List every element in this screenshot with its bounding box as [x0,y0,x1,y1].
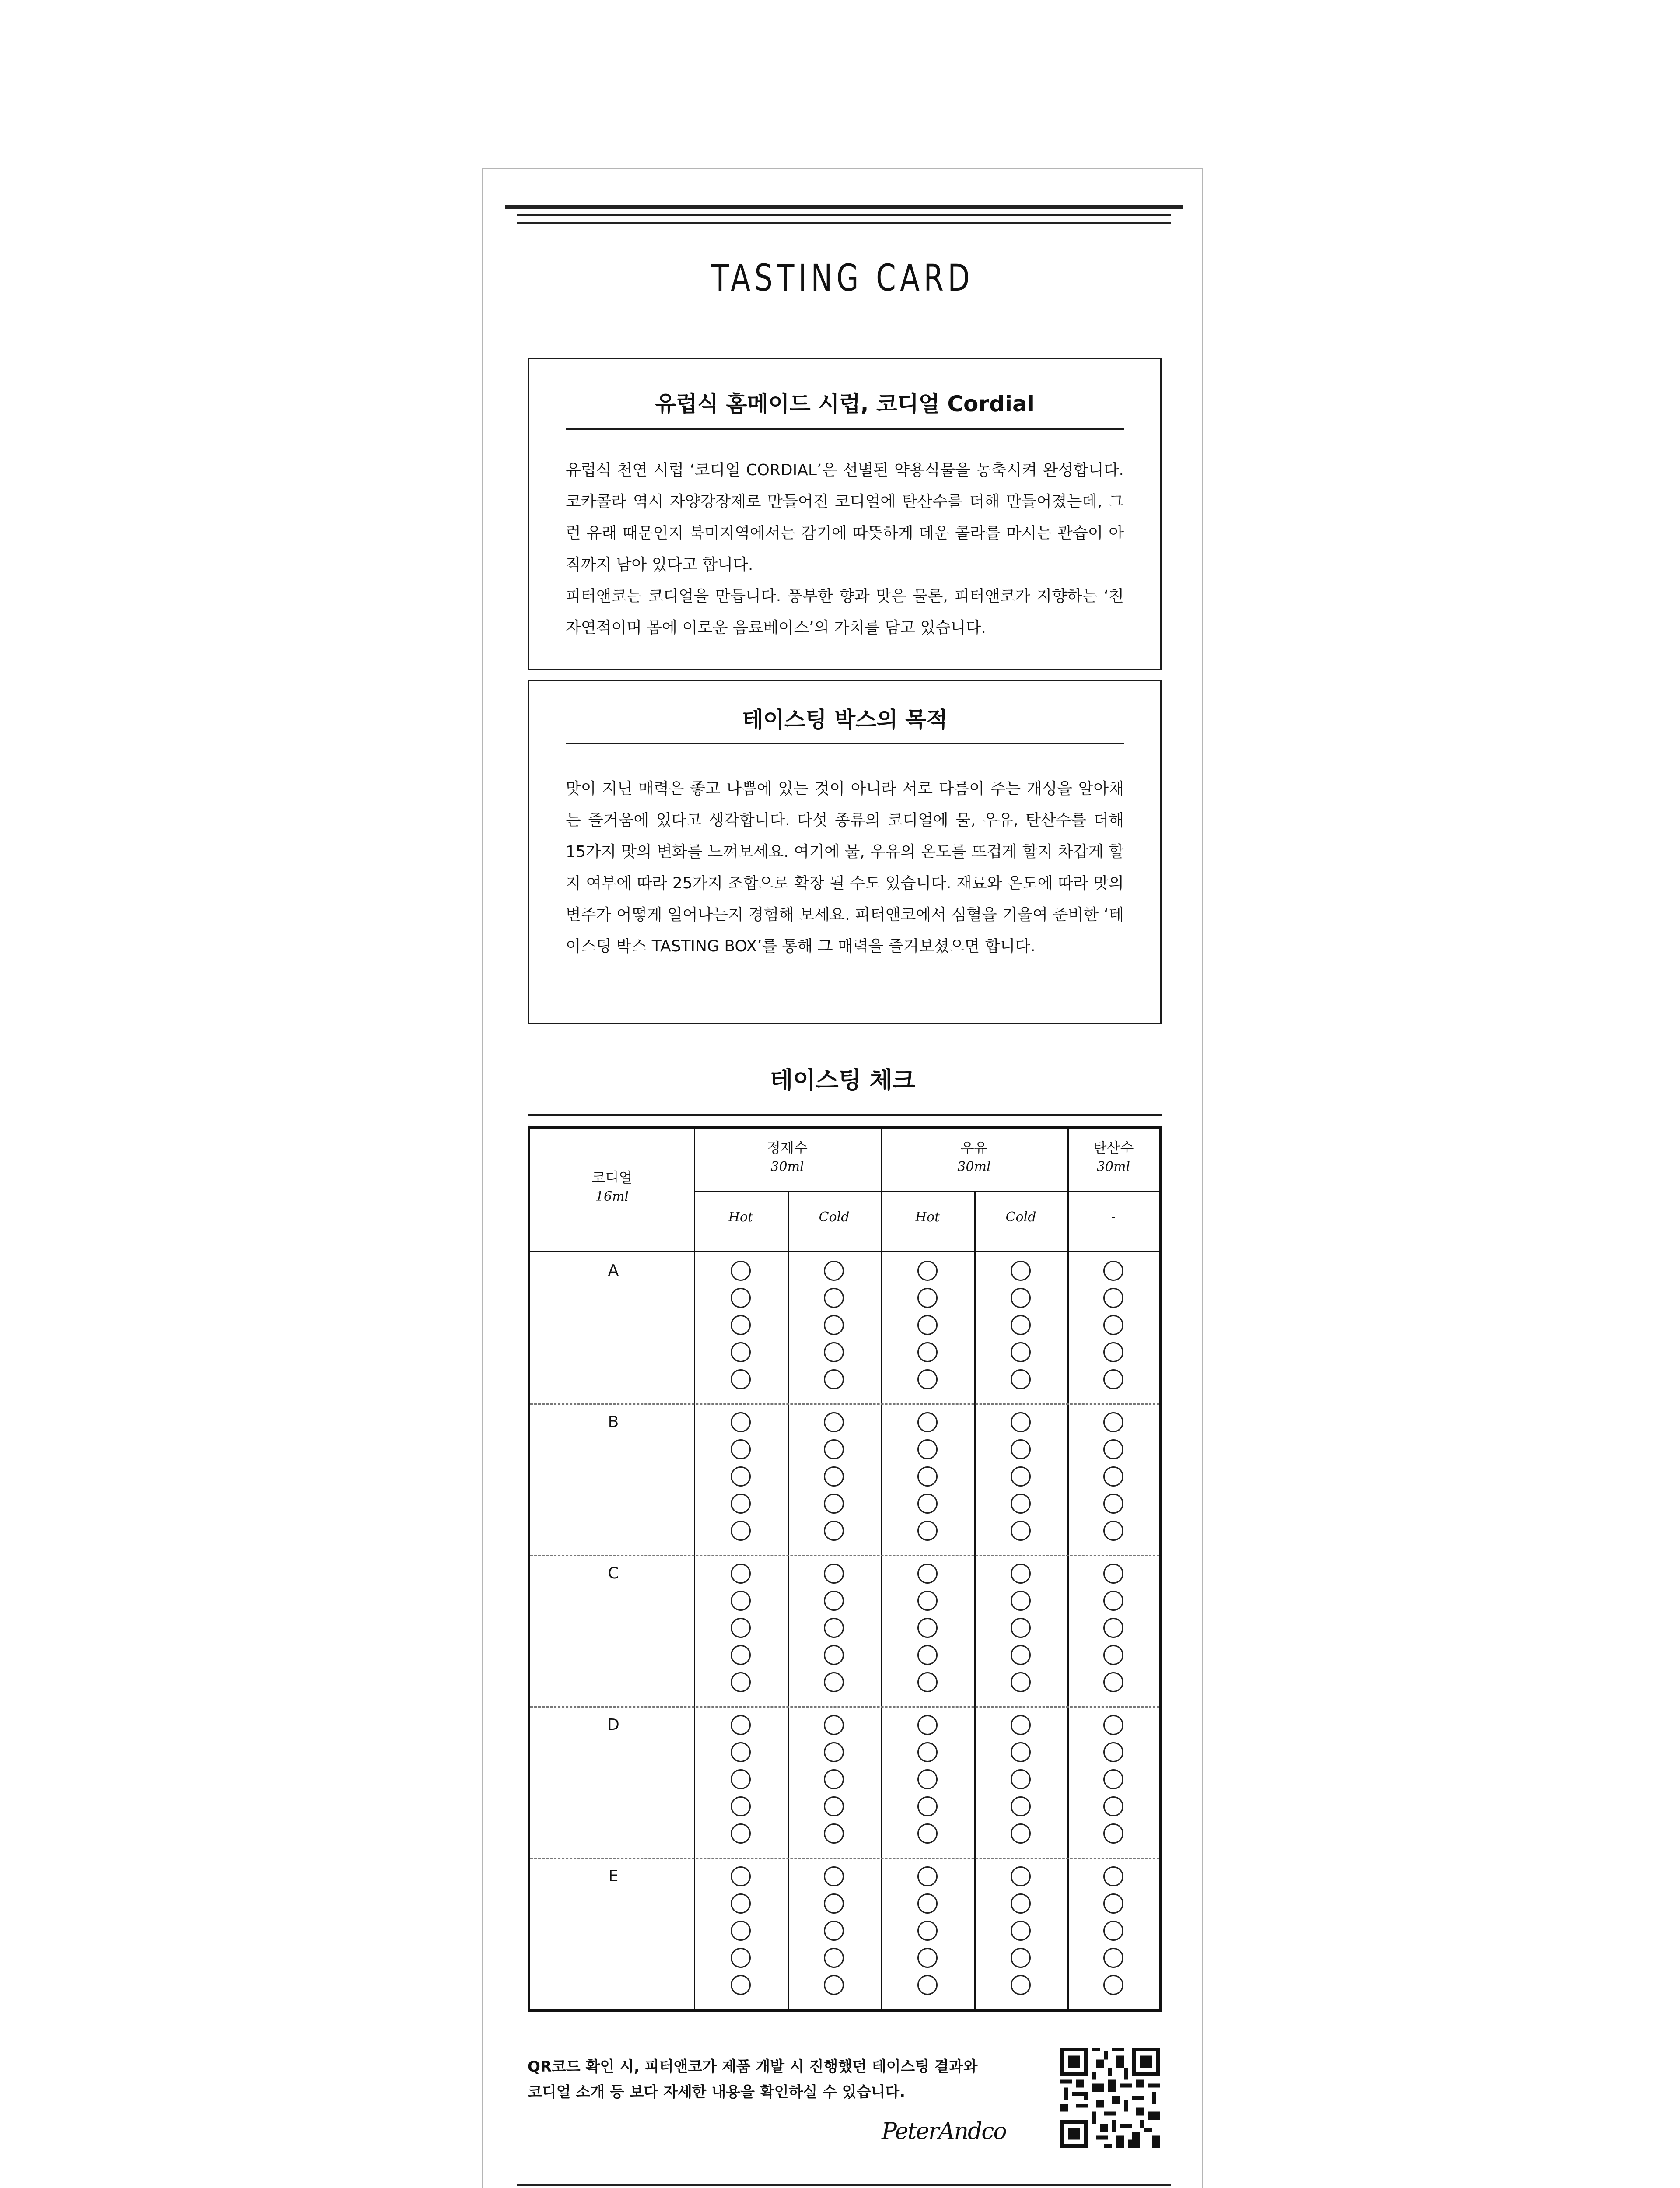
check-circle[interactable] [824,1618,844,1638]
check-circle[interactable] [731,1672,751,1692]
check-circle[interactable] [731,1369,751,1389]
check-circle[interactable] [1103,1975,1124,1995]
check-circle[interactable] [824,1866,844,1886]
check-circle[interactable] [917,1618,938,1638]
group-header-milk [881,1138,1068,1177]
check-circle[interactable] [731,1769,751,1789]
subheader-water-hot: Hot [728,1210,753,1225]
check-circle[interactable] [1011,1412,1031,1432]
check-circle[interactable] [824,1715,844,1735]
check-circle[interactable] [917,1672,938,1692]
check-circle[interactable] [1011,1742,1031,1762]
check-circle[interactable] [731,1494,751,1514]
intro-body [566,455,1124,644]
intro-paragraph-1: 유럽식 천연 시럽 ‘코디얼 CORDIAL’은 선별된 약용식물을 농축시켜 완성합니다. 코카콜라 역시 자양강장제로 만들어진 코디얼에 탄산수를 더해 만들어졌는데, 그런 유래 때문인지 북미지역에서는 감기에 따뜻하게 데운 콜라를 마시는 관습이 아직까지 남아 있다고 합니다. [566,461,1124,574]
group-amount: 30ml [957,1159,991,1175]
check-circle[interactable] [1103,1645,1124,1665]
check-circle[interactable] [824,1315,844,1335]
tasting-check-title: 테이스팅 체크 [770,1066,915,1094]
check-circle[interactable] [1103,1591,1124,1611]
check-circle[interactable] [824,1742,844,1762]
check-circle[interactable] [917,1742,938,1762]
check-circle[interactable] [1011,1618,1031,1638]
check-circle[interactable] [731,1823,751,1844]
check-circle[interactable] [731,1866,751,1886]
check-circle[interactable] [1011,1975,1031,1995]
qr-text-line-1: QR코드 확인 시, 피터앤코가 제품 개발 시 진행했던 테이스팅 결과와 [528,2058,978,2076]
cordial-row-label: E [608,1867,619,1885]
page-title: TASTING CARD [711,256,974,299]
qr-text-line-2: 코디얼 소개 등 보다 자세한 내용을 확인하실 수 있습니다. [528,2083,906,2101]
check-circle[interactable] [1011,1288,1031,1308]
row-separator [530,1403,1159,1405]
check-circle[interactable] [824,1564,844,1584]
check-circle[interactable] [1011,1715,1031,1735]
subheader-water-cold: Cold [819,1210,850,1225]
check-circle[interactable] [917,1645,938,1665]
check-circle[interactable] [917,1412,938,1432]
check-circle[interactable] [731,1342,751,1362]
check-circle[interactable] [824,1288,844,1308]
check-circle[interactable] [731,1645,751,1665]
check-circle[interactable] [1011,1439,1031,1459]
tasting-card [482,168,1203,2188]
tasting-check-table [528,1126,1162,2012]
row-separator [530,1858,1159,1859]
cordial-row-label: D [607,1716,620,1734]
check-circle[interactable] [731,1796,751,1816]
qr-code[interactable] [1060,2048,1160,2148]
check-circle[interactable] [1103,1564,1124,1584]
check-circle[interactable] [731,1742,751,1762]
check-circle[interactable] [824,1796,844,1816]
check-circle[interactable] [1103,1823,1124,1844]
check-circle[interactable] [824,1521,844,1541]
peterandco-logo: PeterAndco [882,2118,1006,2145]
check-circle[interactable] [1103,1742,1124,1762]
check-circle[interactable] [731,1975,751,1995]
check-circle[interactable] [1011,1948,1031,1968]
purpose-divider [566,743,1124,744]
check-circle[interactable] [731,1521,751,1541]
check-circle[interactable] [1103,1466,1124,1487]
check-circle[interactable] [1103,1342,1124,1362]
group-name: 우유 [960,1140,988,1156]
check-circle[interactable] [1011,1893,1031,1914]
check-circle[interactable] [917,1288,938,1308]
check-circle[interactable] [1011,1823,1031,1844]
check-circle[interactable] [731,1261,751,1281]
check-circle[interactable] [1011,1466,1031,1487]
check-circle[interactable] [824,1921,844,1941]
check-circle[interactable] [824,1342,844,1362]
check-circle[interactable] [1103,1521,1124,1541]
group-header-sparkling [1068,1138,1159,1177]
check-circle[interactable] [731,1893,751,1914]
check-circle[interactable] [1011,1494,1031,1514]
purpose-paragraph: 맛이 지닌 매력은 좋고 나쁨에 있는 것이 아니라 서로 다름이 주는 개성을 알아채는 즐거움에 있다고 생각합니다. 다섯 종류의 코디얼에 물, 우유, 탄산수를 더해 15가지 맛의 변화를 느껴보세요. 여기에 물, 우유의 온도를 뜨겁게 할지 차갑게 할지 여부에 따라 25가지 조합으로 확장 될 수도 있습니다. 재료와 온도에 따라 맛의 변주가 어떻게 일어나는지 경험해 보세요. 피터앤코에서 심혈을 기울여 준비한 ‘테이스팅 박스 TASTING BOX’를 통해 그 매력을 즐겨보셨으면 합니다. [566,780,1124,955]
check-circle[interactable] [824,1948,844,1968]
check-circle[interactable] [1011,1796,1031,1816]
check-circle[interactable] [1103,1315,1124,1335]
check-circle[interactable] [1103,1439,1124,1459]
row-separator [530,1706,1159,1708]
check-circle[interactable] [917,1921,938,1941]
check-circle[interactable] [1103,1369,1124,1389]
check-circle[interactable] [824,1494,844,1514]
group-amount: 30ml [1096,1159,1130,1175]
check-circle[interactable] [824,1975,844,1995]
check-circle[interactable] [917,1796,938,1816]
tasting-check-divider [528,1114,1162,1116]
check-circle[interactable] [917,1591,938,1611]
check-circle[interactable] [731,1466,751,1487]
check-circle[interactable] [824,1261,844,1281]
check-circle[interactable] [917,1975,938,1995]
subheader-milk-cold: Cold [1005,1210,1036,1225]
check-circle[interactable] [1011,1342,1031,1362]
check-circle[interactable] [824,1412,844,1432]
check-circle[interactable] [731,1412,751,1432]
check-circle[interactable] [1011,1564,1031,1584]
purpose-body [566,773,1124,962]
intro-heading: 유럽식 홈메이드 시럽, 코디얼 Cordial [655,391,1035,417]
cordial-amount: 16ml [595,1189,629,1204]
check-circle[interactable] [917,1466,938,1487]
check-circle[interactable] [1011,1921,1031,1941]
qr-description [528,2054,1053,2105]
check-circle[interactable] [824,1466,844,1487]
group-name: 탄산수 [1093,1140,1134,1156]
check-circle[interactable] [1011,1261,1031,1281]
check-circle[interactable] [917,1948,938,1968]
check-circle[interactable] [731,1439,751,1459]
check-circle[interactable] [917,1315,938,1335]
check-circle[interactable] [917,1342,938,1362]
check-circle[interactable] [917,1564,938,1584]
check-circle[interactable] [917,1369,938,1389]
check-circle[interactable] [1011,1591,1031,1611]
check-circle[interactable] [917,1261,938,1281]
check-circle[interactable] [917,1769,938,1789]
check-circle[interactable] [731,1315,751,1335]
check-circle[interactable] [1103,1494,1124,1514]
check-circle[interactable] [824,1672,844,1692]
check-circle[interactable] [824,1645,844,1665]
check-circle[interactable] [1103,1866,1124,1886]
check-circle[interactable] [731,1288,751,1308]
intro-divider [566,428,1124,430]
check-circle[interactable] [917,1494,938,1514]
check-circle[interactable] [824,1369,844,1389]
cordial-row-label: B [608,1413,619,1431]
check-circle[interactable] [917,1866,938,1886]
group-header-water [694,1138,881,1177]
check-circle[interactable] [731,1591,751,1611]
check-circle[interactable] [1011,1315,1031,1335]
check-circle[interactable] [1103,1893,1124,1914]
cordial-header [530,1168,694,1206]
check-circle[interactable] [1103,1412,1124,1432]
check-circle[interactable] [1011,1866,1031,1886]
check-circle[interactable] [731,1715,751,1735]
check-circle[interactable] [1011,1769,1031,1789]
check-circle[interactable] [731,1921,751,1941]
group-amount: 30ml [770,1159,804,1175]
check-circle[interactable] [1103,1288,1124,1308]
check-circle[interactable] [917,1439,938,1459]
check-circle[interactable] [1103,1672,1124,1692]
check-circle[interactable] [731,1564,751,1584]
check-circle[interactable] [731,1948,751,1968]
check-circle[interactable] [917,1893,938,1914]
check-circle[interactable] [824,1823,844,1844]
check-circle[interactable] [917,1521,938,1541]
check-circle[interactable] [917,1823,938,1844]
group-name: 정제수 [767,1140,808,1156]
subheader-sparkling: - [1111,1210,1116,1225]
check-circle[interactable] [824,1591,844,1611]
check-circle[interactable] [824,1893,844,1914]
cordial-row-label: C [608,1564,619,1582]
check-circle[interactable] [1103,1769,1124,1789]
check-circle[interactable] [917,1715,938,1735]
check-circle[interactable] [1103,1618,1124,1638]
cordial-row-label: A [608,1262,619,1280]
check-circle[interactable] [824,1439,844,1459]
intro-box [528,358,1162,670]
subheader-milk-hot: Hot [915,1210,940,1225]
check-circle[interactable] [1103,1921,1124,1941]
check-circle[interactable] [1011,1369,1031,1389]
check-circle[interactable] [1103,1715,1124,1735]
row-separator [530,1555,1159,1556]
check-circle[interactable] [1011,1645,1031,1665]
purpose-heading: 테이스팅 박스의 목적 [742,707,948,733]
intro-paragraph-2: 피터앤코는 코디얼을 만듭니다. 풍부한 향과 맛은 물론, 피터앤코가 지향하는 ‘친자연적이며 몸에 이로운 음료베이스’의 가치를 담고 있습니다. [566,587,1124,637]
check-circle[interactable] [1011,1521,1031,1541]
check-circle[interactable] [1103,1796,1124,1816]
check-circle[interactable] [1103,1948,1124,1968]
check-circle[interactable] [1011,1672,1031,1692]
purpose-box [528,680,1162,1024]
cordial-label: 코디얼 [592,1169,633,1186]
check-circle[interactable] [824,1769,844,1789]
check-circle[interactable] [1103,1261,1124,1281]
check-circle[interactable] [731,1618,751,1638]
